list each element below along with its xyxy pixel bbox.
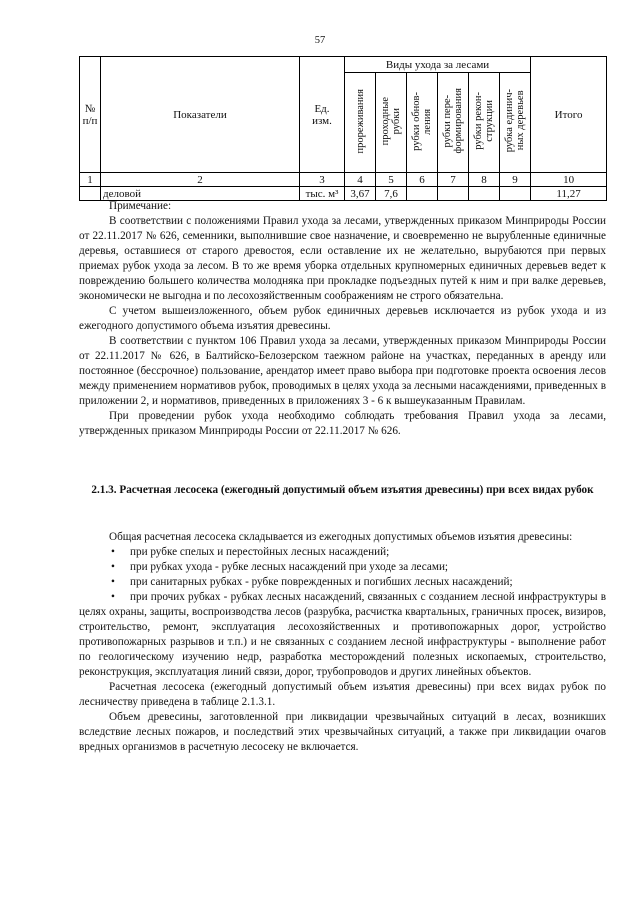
header-col-reformation: рубки пере- формирования [438,73,469,173]
header-col-reconstruction: рубки рекон- струкции [469,73,500,173]
numbering-cell: 2 [101,173,300,187]
header-col-thinning: прореживания [345,73,376,173]
paragraph-6: Расчетная лесосека (ежегодный допустимый объем изъятия древесины) при всех видах рубок по лесничеству приведена в таблице 2.1.3.1. [79,681,606,708]
row-total: 11,27 [531,187,607,201]
numbering-cell: 6 [407,173,438,187]
paragraph-7: Объем древесины, заготовленной при ликвидации чрезвычайных ситуаций в лесах, возникших вследствие лесных пожаров, и последствий этих чрезвычайных ситуаций, а также при ликвидации очагов вредных организмов в расчетную лесосеку не включается. [79,711,606,753]
cuttings-table [79,56,607,201]
section-heading: 2.1.3. Расчетная лесосека (ежегодный допустимый объем изъятия древесины) при всех видах рубок [91,484,594,496]
numbering-row [80,173,607,187]
numbering-cell: 7 [438,173,469,187]
header-total: Итого [531,57,607,173]
numbering-cell: 4 [345,173,376,187]
numbering-cell: 8 [469,173,500,187]
header-num: № п/п [80,57,101,173]
row-value: 3,67 [345,187,376,201]
row-unit: тыс. м³ [300,187,345,201]
list-item: • при прочих рубках - рубках лесных насаждений, связанных с созданием лесной инфраструктуры в целях охраны, защиты, воспроизводства лесов (разрубка, расчистка квартальных, граничных просек, визиров, строительство, ремонт, эксплуатация лесохозяйственных и противопожарных дорог, устройство противопожарных разрывов и т.п.) и не связанных с созданием лесной инфраструктуры - выполнение работ по геологическому изучению недр, разработка месторождений полезных ископаемых, строительство, реконструкция, эксплуатация линий связи, дорог, трубопроводов и других линейных объектов. [79,591,606,678]
section-block [79,483,606,498]
header-group: Виды ухода за лесами [345,57,531,73]
numbering-cell: 10 [531,173,607,187]
paragraph-1: В соответствии с положениями Правил ухода за лесами, утвержденных приказом Минприроды России от 22.11.2017 № 626, семенники, выполнившие свое назначение, и своевременно не вырубленные единичные деревья, оставшиеся от старого древостоя, если оставление их не желательно, вырубаются при первых приемах рубок ухода за лесом. В то же время уборка отдельных крупномерных единичных деревьев ведет к повреждению большего количества молодняка при прокладке подъездных путей к ним и при валке деревьев, экономически не выгодна и по лесохозяйственным соображениям не строго обязательна. [79,215,606,302]
bullet-icon: • [111,576,115,588]
paragraph-4: При проведении рубок ухода необходимо соблюдать требования Правил ухода за лесами, утвержденных приказом Минприроды России от 22.11.2017 № 626. [79,410,606,437]
paragraph-5: Общая расчетная лесосека складывается из ежегодных допустимых объемов изъятия древесины: [109,531,573,543]
header-col-single-trees: рубка единич- ных деревьев [500,73,531,173]
header-unit: Ед. изм. [300,57,345,173]
note-title: Примечание: [109,200,172,212]
header-col-renewal: рубки обнов- ления [407,73,438,173]
paragraph-2: С учетом вышеизложенного, объем рубок единичных деревьев исключается из рубок ухода и из ежегодного допустимого объема изъятия древесины. [79,305,606,332]
bullet-icon: • [111,561,115,573]
page-number: 57 [314,35,326,46]
list-item: • при рубках ухода - рубке лесных насаждений при уходе за лесами; [111,561,449,573]
numbering-cell: 5 [376,173,407,187]
row-value: 7,6 [376,187,407,201]
bullet-icon: • [111,546,115,558]
notes-block [79,199,606,439]
body-block [79,530,606,755]
numbering-cell: 9 [500,173,531,187]
header-indicators: Показатели [101,57,300,173]
row-label: деловой [101,187,300,201]
list-item: • при рубке спелых и перестойных лесных насаждений; [111,546,390,558]
bullet-list [79,545,606,680]
numbering-cell: 3 [300,173,345,187]
numbering-cell: 1 [80,173,101,187]
header-col-passing: проходные рубки [376,73,407,173]
list-item: • при санитарных рубках - рубке поврежденных и погибших лесных насаждений; [111,576,513,588]
paragraph-3: В соответствии с пунктом 106 Правил ухода за лесами, утвержденных приказом Минприроды России от 22.11.2017 № 626, в Балтийско-Белозерском таежном районе на участках, переданных в аренду или постоянное (бессрочное) пользование, арендатор имеет право выбора при подготовке проекта освоения лесов между применением нормативов рубок, проводимых в целях ухода за лесными насаждениями, приведенных в приложении 2, и нормативов, приведенных в приложениях 3 - 6 к вышеуказанным Правилам. [79,335,606,407]
bullet-icon: • [111,591,115,603]
